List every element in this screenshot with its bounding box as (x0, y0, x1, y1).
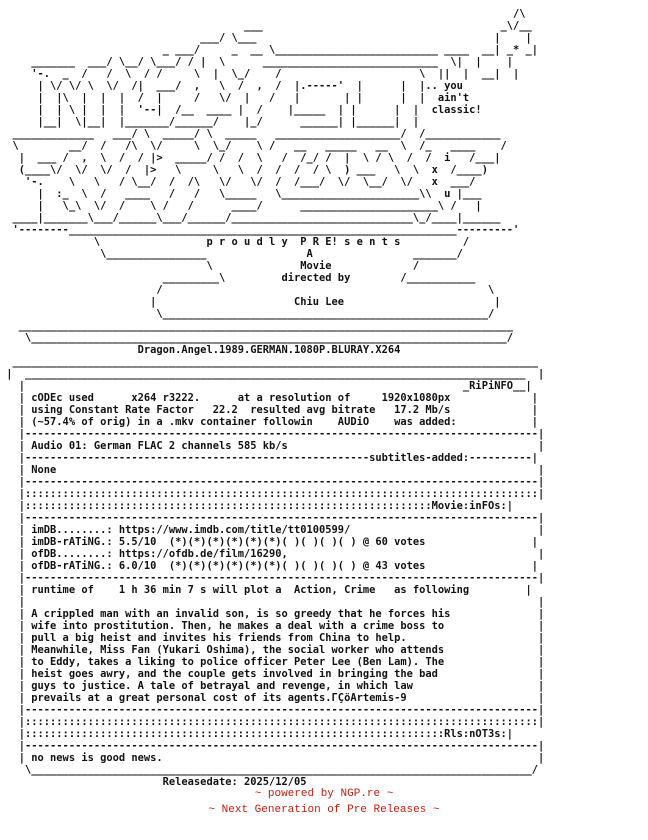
nfo-line: (____\/ \/ \/ / |> \ \ \ / / / / \ ) ___ \ \ x /____) (0, 164, 488, 176)
nfo-line: | ___ / , \ / / |> _____/ / / \ / /_/ / | \ / \ / / i /___| (0, 152, 501, 164)
nfo-line: ___ _\/__ (0, 20, 532, 32)
nfo-line: | \_\ \/ / \ / / ____/ ______________________\ / | (0, 200, 482, 212)
nfo-line: | no news is good news. | (0, 752, 545, 764)
nfo-line: Dragon.Angel.1989.GERMAN.1080P.BLURAY.X264 (0, 344, 401, 356)
nfo-line: | imDB-rATiNG.: 5.5/10 (*)(*)(*)(*)(*)(*)( )( )( )( ) @ 60 votes | (0, 536, 538, 548)
nfo-line: |----------------------------------------------------------------------------------| (0, 572, 545, 584)
nfo-line: | wife into prostitution. Then, he makes a deal with a crime boss to | (0, 620, 545, 632)
footer (0, 786, 648, 818)
footer-tagline: ~ Next Generation of Pre Releases ~ (208, 804, 440, 816)
nfo-line: | Chiu Lee | (0, 296, 501, 308)
nfo-line: _______________________________________________________________________________ (0, 320, 513, 332)
nfo-line: |-------------------------------------------------------subtitles-added:----------| (0, 452, 538, 464)
nfo-line: _____________ ___/ \ _____/ \ _____ ____________________/ /____________ (0, 128, 501, 140)
nfo-line: |::::::::::::::::::::::::::::::::::::::::::::::::::::::::::::::::::::::::::::::::::| (0, 488, 545, 500)
nfo-line: | imDB........: https://www.imdb.com/title/tt0100599/ | (0, 524, 545, 536)
nfo-line: | :_ \ / ____ / / \_____ \______________________\\ u |___ (0, 188, 482, 200)
nfo-line: \____________________________________________________________________________/ (0, 332, 513, 344)
nfo-line: | ofDB-rATiNG.: 6.0/10 (*)(*)(*)(*)(*)(*)( )( )( )( ) @ 43 votes | (0, 560, 538, 572)
nfo-line: | Audio 01: German FLAC 2 channels 585 kb/s | (0, 440, 545, 452)
nfo-line: | | \ | | | '--| /__ ____ | / |_____ | | | | classic! (0, 104, 482, 116)
nfo-line: |----------------------------------------------------------------------------------| (0, 740, 545, 752)
nfo-line: _______ ___/ \__/ \___/ / | \ ____________________________ \| | | (0, 56, 513, 68)
nfo-line: | to Eddy, takes a liking to police officer Peter Lee (Ben Lam). The | (0, 656, 545, 668)
nfo-line: | runtime of 1 h 36 min 7 s will plot a Action, Crime as following | (0, 584, 532, 596)
nfo-line: \________________________________________________________________________________/ (0, 764, 538, 776)
nfo-line: | prevails at a great personal cost of its agents.ΓÇöArtemis-9 | (0, 692, 545, 704)
nfo-line: | using Constant Rate Factor 22.2 resulted avg bitrate 17.2 Mb/s | (0, 404, 538, 416)
nfo-line: | heist goes awry, and the couple gets involved in bringing the bad | (0, 668, 545, 680)
footer-powered-by: ~ powered by NGP.re ~ (254, 788, 394, 800)
nfo-line: |----------------------------------------------------------------------------------| (0, 476, 545, 488)
nfo-line: \________________ A _______/ (0, 248, 463, 260)
nfo-line: | \/ \/ \ \/ /| ___/ , \ / , / |.-----' | | |.. you (0, 80, 463, 92)
nfo-text-block (0, 8, 648, 788)
nfo-line: | Meanwhile, Miss Fan (Yukari Oshima), the social worker who attends | (0, 644, 545, 656)
nfo-line: |:::::::::::::::::::::::::::::::::::::::::::::::::::::::::::::::::Movie:inFOs:| (0, 500, 513, 512)
nfo-line: | | (0, 596, 545, 608)
nfo-line: \ Movie / (0, 260, 420, 272)
nfo-line: ___/ \___ | | (0, 32, 532, 44)
nfo-line: /\ (0, 8, 526, 20)
nfo-line: |----------------------------------------------------------------------------------| (0, 704, 545, 716)
nfo-line: | |\ | | | / | / \/ | / | | | | | ain't (0, 92, 470, 104)
nfo-line: | guys to justice. A tale of betrayal and revenge, in which law | (0, 680, 545, 692)
nfo-line: \____________________________________________________/ (0, 308, 495, 320)
nfo-line: |----------------------------------------------------------------------------------| (0, 428, 545, 440)
nfo-line: | pull a big heist and invites his friends from China to help. | (0, 632, 545, 644)
nfo-line: ____________________________________________________________________________________ (0, 356, 538, 368)
nfo-line: | ofDB........: https://ofdb.de/film/16290, | (0, 548, 545, 560)
nfo-line: | _RiPiNFO__| (0, 380, 532, 392)
nfo-line: '-. \ \ / \__/ / /\ \/ \/ / /___/ \/ \__/ \/ x ___/ (0, 176, 476, 188)
nfo-line: / \ (0, 284, 495, 296)
nfo-line: | A crippled man with an invalid son, is so greedy that he forces his | (0, 608, 545, 620)
nfo-line: '--------______________________________________________________________---------' (0, 224, 520, 236)
nfo-line: _ ___/ _ __ \__________________________ ____ __| _* _| (0, 44, 538, 56)
nfo-line: \ __/ / /\ \/ \ \_/ \ / __ _____ __ \ /_ ____ / (0, 140, 507, 152)
nfo-line: | None | (0, 464, 545, 476)
nfo-line: _________\ directed by /___________ (0, 272, 476, 284)
nfo-line: | cODEc used x264 r3222. at a resolution of 1920x1080px | (0, 392, 538, 404)
nfo-line: \ p r o u d l y P R E! s e n t s / (0, 236, 470, 248)
nfo-line: | (~57.4% of orig) in a .mkv container followin AUDiO was added: | (0, 416, 538, 428)
nfo-line: '-. _ / / \ / / \ | \_/ / \ || | __| | (0, 68, 520, 80)
nfo-line: |:::::::::::::::::::::::::::::::::::::::::::::::::::::::::::::::::::Rls:nOT3s:| (0, 728, 513, 740)
nfo-line: Releasedate: 2025/12/05 (0, 776, 307, 788)
nfo-line: |----------------------------------------------------------------------------------| (0, 512, 545, 524)
nfo-line: |::::::::::::::::::::::::::::::::::::::::::::::::::::::::::::::::::::::::::::::::::| (0, 716, 545, 728)
nfo-line: | ________________________________________________________________________________ | (0, 368, 545, 380)
nfo-line: ____|_______\___/______\___/______/_____________________________\_/____|______ (0, 212, 501, 224)
nfo-line: |__| \|__| |_______/______/ |_/ ______| |______| | (0, 116, 420, 128)
